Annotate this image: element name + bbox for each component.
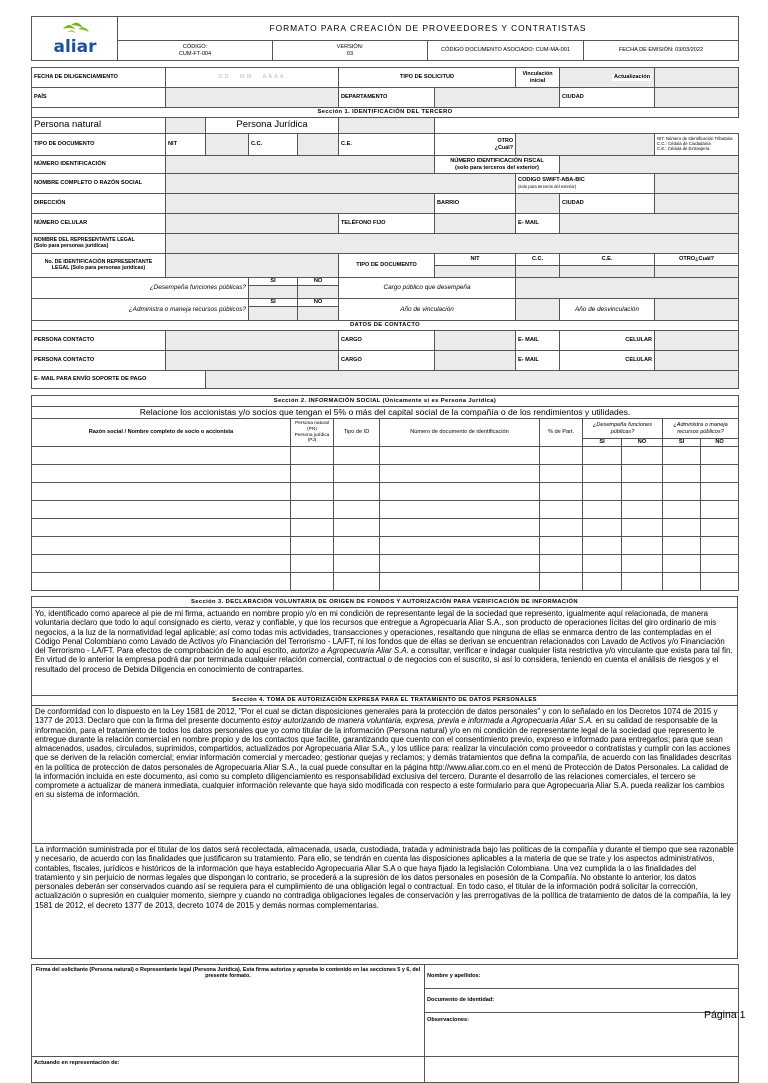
nit2-label: NIT bbox=[435, 254, 516, 266]
ciudad-label: CIUDAD bbox=[560, 88, 655, 108]
contacto-email-label-2: E- MAIL bbox=[516, 351, 560, 371]
q-recursos: ¿Administra o maneja recursos públicos? bbox=[32, 299, 249, 321]
shareholder-cell[interactable] bbox=[701, 537, 739, 555]
shareholder-cell[interactable] bbox=[540, 519, 583, 537]
persona-contacto-field-2[interactable] bbox=[166, 351, 339, 371]
contacto-celular-label-2: CELULAR bbox=[560, 351, 655, 371]
otro-label: OTRO ¿Cuál? bbox=[435, 134, 516, 156]
shareholder-row bbox=[32, 519, 739, 537]
col-recursos: ¿Administra o maneja recursos públicos? bbox=[663, 419, 739, 439]
shareholder-cell[interactable] bbox=[663, 537, 701, 555]
shareholder-cell[interactable] bbox=[663, 519, 701, 537]
shareholder-cell[interactable] bbox=[32, 501, 291, 519]
shareholder-cell[interactable] bbox=[663, 555, 701, 573]
shareholder-cell[interactable] bbox=[622, 447, 663, 465]
shareholder-cell[interactable] bbox=[380, 501, 540, 519]
email-pago-label: E- MAIL PARA ENVÍO SOPORTE DE PAGO bbox=[32, 371, 206, 389]
shareholder-cell[interactable] bbox=[32, 555, 291, 573]
shareholder-cell[interactable] bbox=[540, 501, 583, 519]
shareholder-cell[interactable] bbox=[540, 447, 583, 465]
shareholder-cell[interactable] bbox=[701, 483, 739, 501]
firma-box[interactable] bbox=[32, 965, 425, 1057]
contacto-email-label: E- MAIL bbox=[516, 331, 560, 351]
rep-id-field[interactable] bbox=[166, 254, 339, 278]
recursos-si-checkbox[interactable] bbox=[249, 307, 298, 321]
rep-id-label: No. DE IDENTIFICACIÓN REPRESENTANTE LEGAL (Solo para personas jurídicas) bbox=[32, 254, 166, 278]
creation-form bbox=[31, 16, 738, 1083]
page-number: Página 1 bbox=[704, 1009, 746, 1021]
shareholder-cell[interactable] bbox=[334, 519, 380, 537]
shareholder-cell[interactable] bbox=[663, 501, 701, 519]
shareholder-cell[interactable] bbox=[701, 501, 739, 519]
shareholder-cell[interactable] bbox=[291, 447, 334, 465]
shareholder-cell[interactable] bbox=[622, 573, 663, 591]
recursos-no-label: NO bbox=[298, 299, 339, 307]
svg-text:aliar: aliar bbox=[53, 36, 96, 57]
section4-paragraph-2: La información suministrada por el titular de los datos será recolectada, almacenada, usada, custodiada, tratada y administrada bajo las políticas de la compañía y durante el tiempo que sea razonable y necesario, de acuerdo con las finalidades que justificaron su tratamiento. Para ello, se tendrán en cuenta las disposiciones aplicables a la materia de que se trate y los aspectos administrativos, contables, fiscales, jurídicos e históricos de la información que haya establecido Agropecuaria Aliar S.A o que haya fijado la legislación Colombiana. Una vez cumplida la o las finalidades del tratamiento y sin perjuicio de normas legales que dispongan lo contrario, se procederá a la supresión de los datos personales en posesión de la Compañía. No obstante lo anterior, los datos personales deberán ser conservados cuando así se requiera para el cumplimiento de una obligación legal o contractual. En todo caso, el titular de la información podrá solicitar la corrección, actualización o supresión en cualquier momento, siempre y cuando no contradiga obligaciones legales de conservación y las prerrogativas de la política de tratamiento de datos de la compañía, la ley 1581 de 2012, el decreto 1377 de 2013, decreto 1074 de 2015 y demás normas complementarias. bbox=[32, 844, 738, 959]
recursos-si-label: SI bbox=[249, 299, 298, 307]
nit-checkbox[interactable] bbox=[206, 134, 249, 156]
ciudad-field[interactable] bbox=[655, 88, 739, 108]
shareholder-cell[interactable] bbox=[622, 537, 663, 555]
shareholder-cell[interactable] bbox=[380, 573, 540, 591]
section4-title: Sección 4. TOMA DE AUTORIZACIÓN EXPRESA PARA EL TRATAMIENTO DE DATOS PERSONALES bbox=[32, 696, 738, 706]
shareholder-cell[interactable] bbox=[334, 501, 380, 519]
cc2-label: C.C. bbox=[516, 254, 560, 266]
shareholder-cell[interactable] bbox=[540, 483, 583, 501]
persona-juridica-checkbox[interactable] bbox=[339, 118, 435, 134]
shareholder-cell[interactable] bbox=[380, 483, 540, 501]
siglas-note: NIT: Número de Identificación Tributaria C.C.: Cédula de Ciudadanía C.E.: Cédula de Extranjería bbox=[655, 134, 739, 156]
shareholder-cell[interactable] bbox=[334, 537, 380, 555]
shareholder-cell[interactable] bbox=[622, 465, 663, 483]
observaciones[interactable]: Observaciones: bbox=[425, 1013, 739, 1057]
section3-4-table bbox=[31, 596, 738, 959]
signature-table bbox=[31, 964, 739, 1083]
rep-legal-field[interactable] bbox=[166, 234, 739, 254]
numero-id-field[interactable] bbox=[166, 156, 435, 174]
shareholder-cell[interactable] bbox=[622, 555, 663, 573]
shareholder-cell[interactable] bbox=[701, 465, 739, 483]
fecha-label: FECHA DE DILIGENCIAMIENTO bbox=[32, 68, 166, 88]
cc2-checkbox[interactable] bbox=[516, 266, 560, 278]
otro-field[interactable] bbox=[516, 134, 655, 156]
departamento-field[interactable] bbox=[435, 88, 560, 108]
shareholder-cell[interactable] bbox=[701, 573, 739, 591]
shareholder-cell[interactable] bbox=[334, 447, 380, 465]
swift-label: CODIGO SWIFT-ABA-BIC (solo para terceros del exterior) bbox=[516, 174, 655, 194]
shareholder-cell[interactable] bbox=[583, 483, 622, 501]
contacto-celular-field[interactable] bbox=[655, 331, 739, 351]
documento-identidad[interactable]: Documento de identidad: bbox=[425, 989, 739, 1013]
shareholder-row bbox=[32, 555, 739, 573]
col-tipo: Tipo de ID bbox=[334, 419, 380, 447]
col-funciones-no: NO bbox=[622, 439, 663, 447]
shareholder-cell[interactable] bbox=[583, 573, 622, 591]
persona-natural-label: Persona natural bbox=[32, 118, 166, 134]
funciones-no-label: NO bbox=[298, 278, 339, 286]
tipo-solicitud-label: TIPO DE SOLICITUD bbox=[339, 68, 516, 88]
rep-legal-label: NOMBRE DEL REPRESENTANTE LEGAL (Solo para personas jurídicas) bbox=[32, 234, 166, 254]
nombre-field[interactable] bbox=[166, 174, 516, 194]
shareholder-cell[interactable] bbox=[291, 519, 334, 537]
shareholder-cell[interactable] bbox=[291, 465, 334, 483]
section2-title: Sección 2. INFORMACIÓN SOCIAL (Únicamente si es Persona Jurídica) bbox=[32, 396, 739, 407]
shareholder-rows bbox=[32, 447, 739, 591]
form-title: FORMATO PARA CREACIÓN DE PROVEEDORES Y CONTRATISTAS bbox=[118, 17, 739, 41]
shareholder-cell[interactable] bbox=[540, 465, 583, 483]
persona-natural-checkbox[interactable] bbox=[166, 118, 206, 134]
cargo-label: CARGO bbox=[339, 331, 435, 351]
ce2-label: C.E. bbox=[560, 254, 655, 266]
shareholder-cell[interactable] bbox=[701, 519, 739, 537]
cc-label: C.C. bbox=[249, 134, 298, 156]
shareholder-cell[interactable] bbox=[583, 501, 622, 519]
cargo-publico-label: Cargo público que desempeña bbox=[339, 278, 516, 299]
shareholder-row bbox=[32, 465, 739, 483]
shareholder-row bbox=[32, 573, 739, 591]
email-pago-field[interactable] bbox=[206, 371, 739, 389]
col-persona: Persona natural (PN) Persona jurídica (PJ) bbox=[291, 419, 334, 447]
section4-paragraph-1: De conformidad con lo dispuesto en la Ley 1581 de 2012, "Por el cual se dictan disposiciones generales para la protección de datos personales" y con lo señalado en los Decretos 1074 de 2015 y 1377 de 2013. Declaro que con la firma del presente documento estoy autorizando de manera voluntaria, expresa, previa e informada a Agropecuaria Aliar S.A. en su calidad de responsable de la información, para el tratamiento de todos los datos personales que yo como titular de la información (Persona natural) y/o en mi condición de representante legal de la sociedad que represento le entregue durante la relación comercial en nombre propio y de los contactos que facilite, garantizando que cuento con el consentimiento previo, expreso e informado para entregarlos; para que sean almacenados, usados, circulados, suprimidos, compartidos, actualizados por Agropecuaria Aliar S.A., y los utilice para: realizar la vinculación como proveedor o contratistas y cumplir con las acciones que se deriven de la relación comercial; enviar información comercial y mercadeo; gestionar quejas y reclamos; y demás tratamientos que defina la compañía, de acuerdo con las finalidades descritas en la política de protección de datos personales de Agropecuaria Aliar S.A., la cual puede consultar en la página http://www.aliar.com.co en el menú de Protección de Datos Personales. La calidad de la información incluida en este documento, así como su completo diligenciamiento es responsabilidad exclusiva del tercero. Durante el desarrollo de las relaciones comerciales, el tercero se compromete a actualizar de manera inmediata, cualquier información relevante que haya sido modificada con respecto a este formulario para que Agropecuaria Aliar S.A. pueda realizar los cambios en su sistema de información. bbox=[32, 706, 738, 844]
email-label: E- MAIL bbox=[516, 214, 560, 234]
section3-title: Sección 3. DECLARACIÓN VOLUNTARIA DE ORIGEN DE FONDOS Y AUTORIZACIÓN PARA VERIFICACIÓN DE INFORMACIÓN bbox=[32, 597, 738, 608]
otro2-field[interactable] bbox=[655, 266, 739, 278]
cargo-publico-field[interactable] bbox=[516, 278, 739, 299]
nif-field[interactable] bbox=[560, 156, 739, 174]
recursos-no-checkbox[interactable] bbox=[298, 307, 339, 321]
shareholder-row bbox=[32, 501, 739, 519]
shareholder-cell[interactable] bbox=[32, 447, 291, 465]
nombre-apellidos[interactable]: Nombre y apellidos: bbox=[425, 965, 739, 989]
col-razon: Razón social / Nombre completo de socio o accionista bbox=[32, 419, 291, 447]
tipo-doc2-label: TIPO DE DOCUMENTO bbox=[339, 254, 435, 278]
email-field[interactable] bbox=[560, 214, 739, 234]
shareholder-cell[interactable] bbox=[32, 483, 291, 501]
shareholder-row bbox=[32, 483, 739, 501]
shareholder-cell[interactable] bbox=[583, 519, 622, 537]
ano-desvinculacion-field[interactable] bbox=[655, 299, 739, 321]
contacto-celular-field-2[interactable] bbox=[655, 351, 739, 371]
shareholder-cell[interactable] bbox=[583, 465, 622, 483]
funciones-si-label: SI bbox=[249, 278, 298, 286]
shareholder-cell[interactable] bbox=[291, 555, 334, 573]
q-funciones: ¿Desempeña funciones públicas? bbox=[32, 278, 249, 299]
departamento-label: DEPARTAMENTO bbox=[339, 88, 435, 108]
ciudad-label-2: CIUDAD bbox=[560, 194, 655, 214]
col-numero: Número de documento de identificación bbox=[380, 419, 540, 447]
persona-juridica-label: Persona Jurídica bbox=[206, 118, 339, 134]
ce2-checkbox[interactable] bbox=[560, 266, 655, 278]
pais-field[interactable] bbox=[166, 88, 339, 108]
telefono-label: TELÉFONO FIJO bbox=[339, 214, 435, 234]
contacto-title: DATOS DE CONTACTO bbox=[32, 321, 739, 331]
col-part: % de Part. bbox=[540, 419, 583, 447]
shareholder-cell[interactable] bbox=[32, 537, 291, 555]
shareholder-cell[interactable] bbox=[32, 465, 291, 483]
codigo: CÓDIGO: CUM-FT-004 bbox=[118, 41, 273, 61]
version: VERSIÓN: 03 bbox=[273, 41, 428, 61]
shareholder-cell[interactable] bbox=[32, 573, 291, 591]
shareholder-row bbox=[32, 537, 739, 555]
firma-label: Firma del solicitante (Persona natural) o Representante legal (Persona Jurídica). Esta firma autoriza y aprueba lo contenido en las secciones 5 y 6, del presente formato. bbox=[35, 967, 421, 980]
shareholder-cell[interactable] bbox=[380, 537, 540, 555]
representacion[interactable]: Actuando en representación de: bbox=[32, 1057, 425, 1083]
shareholder-cell[interactable] bbox=[380, 447, 540, 465]
otro2-label: OTRO¿Cuál? bbox=[655, 254, 739, 266]
celular-field[interactable] bbox=[166, 214, 339, 234]
shareholder-cell[interactable] bbox=[540, 555, 583, 573]
shareholder-cell[interactable] bbox=[380, 465, 540, 483]
persona-contacto-field[interactable] bbox=[166, 331, 339, 351]
tipo-documento-label: TIPO DE DOCUMENTO bbox=[32, 134, 166, 156]
celular-label: NÚMERO CELULAR bbox=[32, 214, 166, 234]
section3-text: Yo, identificado como aparece al pie de mi firma, actuando en nombre propio y/o en mi condición de representante legal de la sociedad que represento, igualmente aquí relacionada, de manera voluntaria declaro que todo lo aquí consignado es cierto, veraz y confiable, y que los recursos que entregue a Agropecuaria Aliar S.A., son producto de operaciones lícitas del giro ordinario de mis negocios, a la luz de la normatividad legal aplicable; así como todas mis actividades, transacciones y operaciones, resaltando que ninguna de ellas se enmarca dentro de las contempladas en el Código Penal Colombiano como Lavado de Activos y/o Financiación del Terrorismo - LA/FT, ni los fondos que de ellas se derivan se encuentran relacionados con Lavado de Activos y/o Financiación del Terrorismo - LA/FT. Para efectos de comprobación de lo aquí escrito, autorizo a Agropecuaria Aliar S.A. a consultar, verificar e indagar cualquier lista restrictiva y/o vinculante que exista para tal fin. En virtud de lo anterior la empresa podrá dar por terminada cualquier relación comercial, contractual o de negocios con el suscrito, si así lo considera, teniendo en cuenta el análisis de riesgos y el resultado del proceso de Debida Diligencia en conocimiento de contrapartes. bbox=[32, 608, 738, 696]
shareholder-cell[interactable] bbox=[663, 465, 701, 483]
ciudad-field-2[interactable] bbox=[655, 194, 739, 214]
shareholder-cell[interactable] bbox=[622, 483, 663, 501]
swift-field[interactable] bbox=[655, 174, 739, 194]
ano-vinculacion-label: Año de vinculación bbox=[339, 299, 516, 321]
shareholder-cell[interactable] bbox=[663, 447, 701, 465]
barrio-field[interactable] bbox=[516, 194, 560, 214]
shareholder-cell[interactable] bbox=[622, 501, 663, 519]
vinculacion-checkbox[interactable]: Actualización bbox=[560, 68, 655, 88]
shareholder-cell[interactable] bbox=[291, 573, 334, 591]
cargo-field[interactable] bbox=[435, 331, 516, 351]
nit-label: NIT bbox=[166, 134, 206, 156]
contacto-celular-label: CELULAR bbox=[560, 331, 655, 351]
persona-contacto-label: PERSONA CONTACTO bbox=[32, 331, 166, 351]
shareholder-cell[interactable] bbox=[334, 573, 380, 591]
cc-checkbox[interactable] bbox=[298, 134, 339, 156]
shareholder-cell[interactable] bbox=[334, 555, 380, 573]
persona-contacto-label-2: PERSONA CONTACTO bbox=[32, 351, 166, 371]
pais-label: PAÍS bbox=[32, 88, 166, 108]
cargo-label-2: CARGO bbox=[339, 351, 435, 371]
shareholder-cell[interactable] bbox=[291, 501, 334, 519]
shareholder-cell[interactable] bbox=[663, 483, 701, 501]
shareholder-cell[interactable] bbox=[583, 555, 622, 573]
shareholder-cell[interactable] bbox=[334, 483, 380, 501]
fecha-field[interactable]: DD MM AAAA bbox=[166, 68, 339, 88]
shareholder-cell[interactable] bbox=[583, 447, 622, 465]
ano-desvinculacion-label: Año de desvinculación bbox=[560, 299, 655, 321]
header-table bbox=[31, 16, 739, 61]
shareholder-cell[interactable] bbox=[380, 519, 540, 537]
col-funciones-si: SI bbox=[583, 439, 622, 447]
section2-subtitle: Relacione los accionistas y/o socios que tengan el 5% o más del capital social de la compañía o de los rendimientos y utilidades. bbox=[32, 407, 739, 419]
section2-table bbox=[31, 395, 739, 591]
funciones-no-checkbox[interactable] bbox=[298, 286, 339, 299]
ano-vinculacion-field[interactable] bbox=[516, 299, 560, 321]
nit2-checkbox[interactable] bbox=[435, 266, 516, 278]
shareholder-cell[interactable] bbox=[540, 573, 583, 591]
doc-asociado: CÓDIGO DOCUMENTO ASOCIADO: CUM-MA-001 bbox=[428, 41, 584, 61]
fecha-emision: FECHA DE EMISIÓN: 03/03/2022 bbox=[584, 41, 739, 61]
shareholder-cell[interactable] bbox=[291, 537, 334, 555]
nif-label: NÚMERO IDENTIFICACIÓN FISCAL (solo para terceros del exterior) bbox=[435, 156, 560, 174]
section1-title: Sección 1. IDENTIFICACIÓN DEL TERCERO bbox=[32, 108, 739, 118]
direccion-field[interactable] bbox=[166, 194, 435, 214]
shareholder-cell[interactable] bbox=[540, 537, 583, 555]
telefono-field[interactable] bbox=[435, 214, 516, 234]
shareholder-cell[interactable] bbox=[32, 519, 291, 537]
barrio-label: BARRIO bbox=[435, 194, 516, 214]
shareholder-row bbox=[32, 447, 739, 465]
main-grid bbox=[31, 67, 739, 389]
company-logo bbox=[32, 17, 118, 61]
numero-id-label: NÚMERO IDENTIFICACIÓN bbox=[32, 156, 166, 174]
shareholder-cell[interactable] bbox=[701, 447, 739, 465]
aliar-logo-icon bbox=[45, 19, 105, 59]
shareholder-cell[interactable] bbox=[701, 555, 739, 573]
col-funciones: ¿Desempeña funciones públicas? bbox=[583, 419, 663, 439]
direccion-label: DIRECCIÓN bbox=[32, 194, 166, 214]
shareholder-cell[interactable] bbox=[291, 483, 334, 501]
shareholder-cell[interactable] bbox=[663, 573, 701, 591]
cargo-field-2[interactable] bbox=[435, 351, 516, 371]
shareholder-cell[interactable] bbox=[583, 537, 622, 555]
vinculacion-label: Vinculación inicial bbox=[516, 68, 560, 88]
ce-label: C.E. bbox=[339, 134, 435, 156]
actualizacion-checkbox[interactable] bbox=[655, 68, 739, 88]
funciones-si-checkbox[interactable] bbox=[249, 286, 298, 299]
shareholder-cell[interactable] bbox=[380, 555, 540, 573]
col-recursos-si: SI bbox=[663, 439, 701, 447]
shareholder-cell[interactable] bbox=[622, 519, 663, 537]
shareholder-cell[interactable] bbox=[334, 465, 380, 483]
nombre-label: NOMBRE COMPLETO O RAZÓN SOCIAL bbox=[32, 174, 166, 194]
col-recursos-no: NO bbox=[701, 439, 739, 447]
